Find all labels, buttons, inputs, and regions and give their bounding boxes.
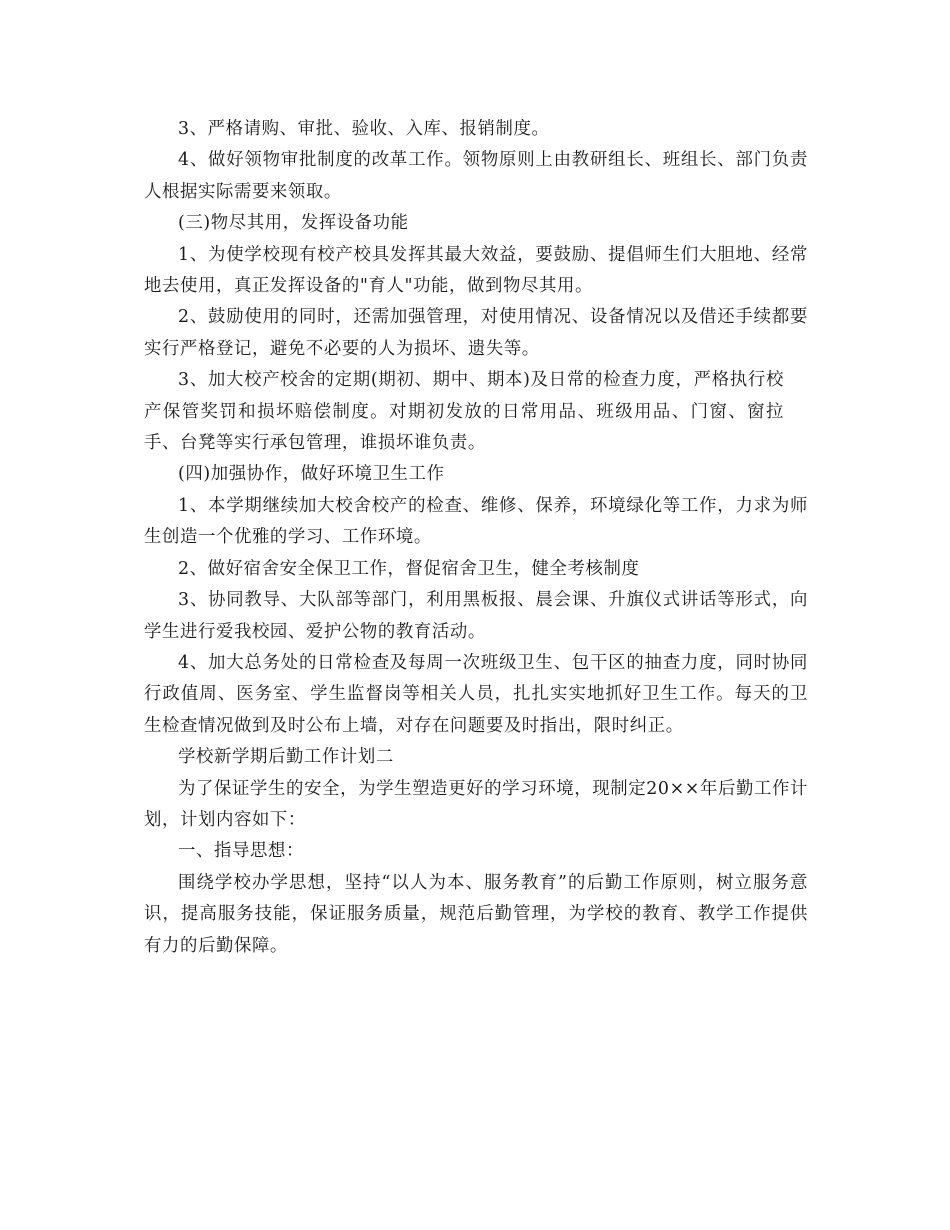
paragraph: 4、做好领物审批制度的改革工作。领物原则上由教研组长、班组长、部门负责人根据实际需要来领取。	[144, 150, 808, 202]
section-heading: (三)物尽其用，发挥设备功能	[178, 213, 409, 234]
paragraph: 2、鼓励使用的同时，还需加强管理，对使用情况、设备情况以及借还手续都要实行严格登记，避免不必要的人为损坏、遗失等。	[144, 307, 808, 359]
paragraph: 围绕学校办学思想，坚持“以人为本、服务教育”的后勤工作原则，树立服务意识，提高服务技能，保证服务质量，规范后勤管理，为学校的教育、教学工作提供有力的后勤保障。	[144, 872, 808, 956]
paragraph: 1、为使学校现有校产校具发挥其最大效益，要鼓励、提倡师生们大胆地、经常地去使用，真正发挥设备的"育人"功能，做到物尽其用。	[144, 244, 808, 297]
paragraph: 为了保证学生的安全，为学生塑造更好的学习环境，现制定20××年后勤工作计划，计划内容如下：	[144, 778, 808, 830]
paragraph: 3、严格请购、审批、验收、入库、报销制度。	[178, 119, 550, 139]
paragraph: 3、协同教导、大队部等部门，利用黑板报、晨会课、升旗仪式讲话等形式，向学生进行爱我校园、爱护公物的教育活动。	[144, 590, 808, 642]
document-page	[144, 114, 808, 962]
section-heading: (四)加强协作，做好环境卫生工作	[178, 464, 445, 485]
plan-title: 学校新学期后勤工作计划二	[178, 747, 394, 768]
paragraph: 3、加大校产校舍的定期(期初、期中、期本)及日常的检查力度，严格执行校产保管奖罚和损坏赔偿制度。对期初发放的日常用品、班级用品、门窗、窗拉手、台凳等实行承包管理，谁损坏谁负责。	[144, 370, 784, 454]
paragraph: 1、本学期继续加大校舍校产的检查、维修、保养，环境绿化等工作，力求为师生创造一个优雅的学习、工作环境。	[144, 495, 808, 548]
paragraph: 4、加大总务处的日常检查及每周一次班级卫生、包干区的抽查力度，同时协同行政值周、医务室、学生监督岗等相关人员，扎扎实实地抓好卫生工作。每天的卫生检查情况做到及时公布上墙，对存在问题要及时指出，限时纠正。	[144, 652, 808, 736]
section-heading: 一、指导思想：	[178, 841, 304, 862]
paragraph: 2、做好宿舍安全保卫工作，督促宿舍卫生，健全考核制度	[178, 558, 640, 579]
